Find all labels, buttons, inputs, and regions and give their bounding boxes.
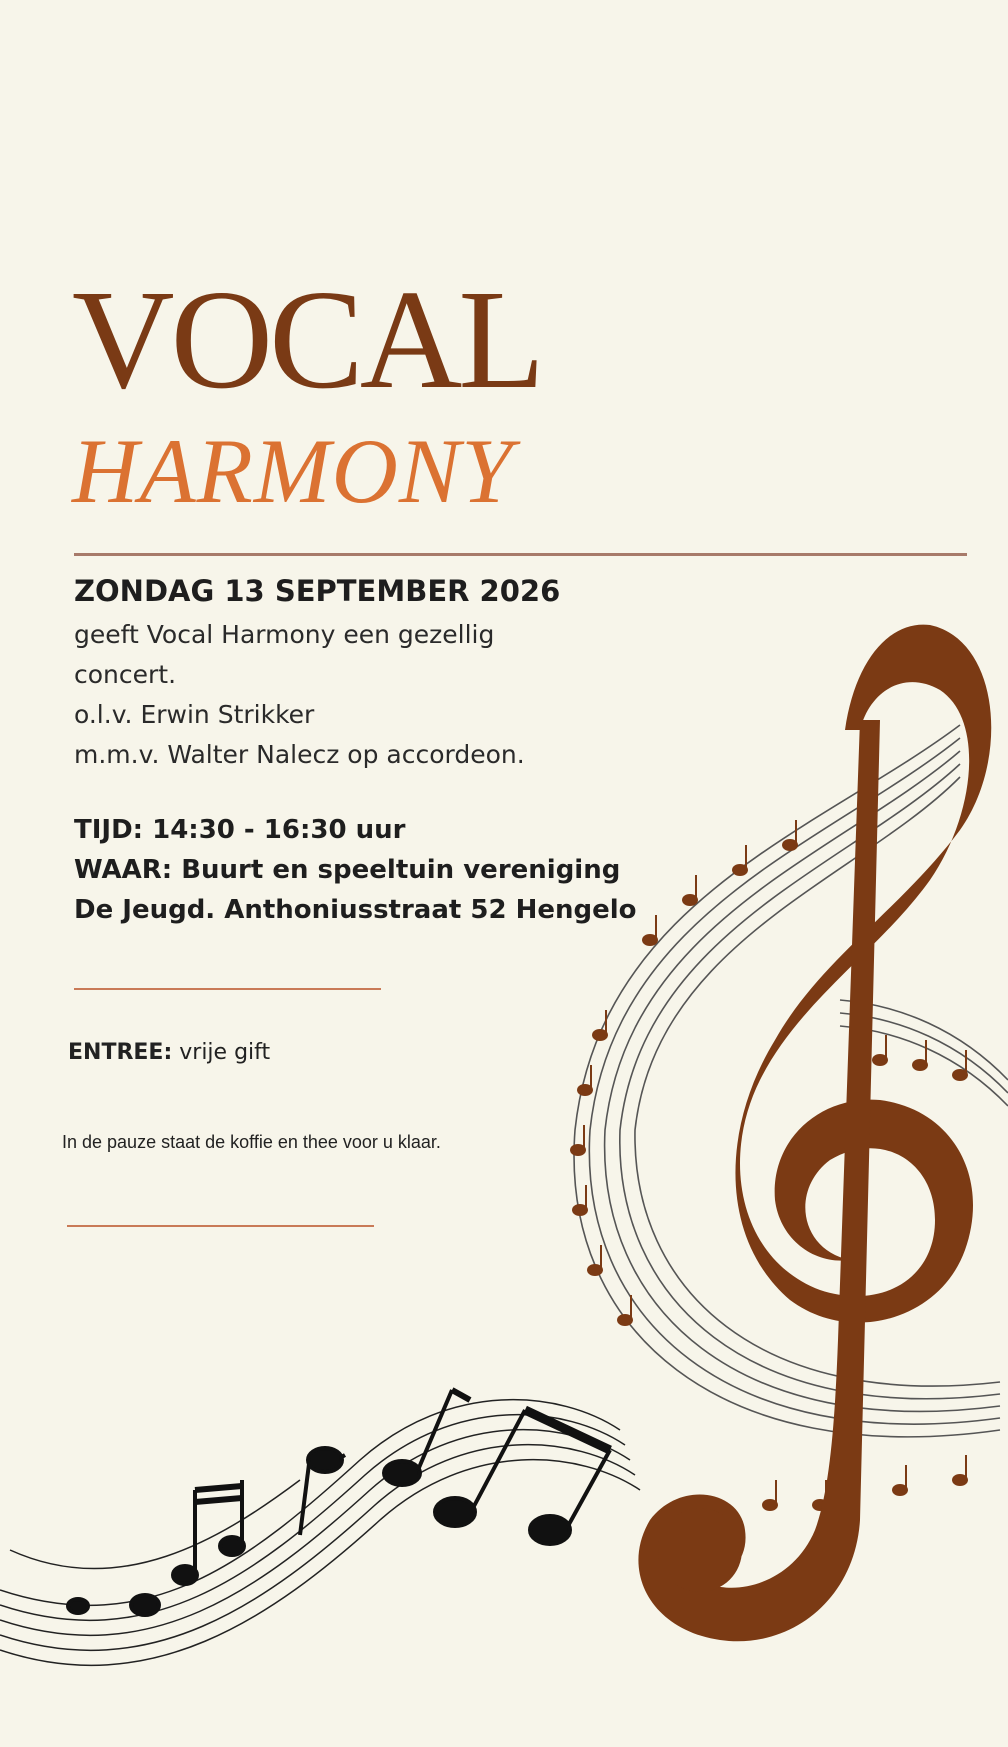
entry-value: vrije gift xyxy=(179,1040,271,1065)
description-line: concert. xyxy=(74,660,177,689)
title-harmony: HARMONY xyxy=(72,420,514,522)
concert-date: ZONDAG 13 SEPTEMBER 2026 xyxy=(74,574,561,608)
divider-top xyxy=(74,553,967,556)
description-line: m.m.v. Walter Nalecz op accordeon. xyxy=(74,740,525,769)
music-artwork xyxy=(0,600,1008,1747)
description-line: o.l.v. Erwin Strikker xyxy=(74,700,315,729)
time-line: TIJD: 14:30 - 16:30 uur xyxy=(74,815,406,845)
treble-clef-icon xyxy=(638,625,991,1642)
music-staff-icon xyxy=(574,725,1008,1437)
title-vocal: VOCAL xyxy=(72,260,542,418)
music-notes-icon xyxy=(571,820,967,1510)
description-line: geeft Vocal Harmony een gezellig xyxy=(74,620,495,649)
music-notes-icon xyxy=(68,1390,610,1615)
address-line: De Jeugd. Anthoniusstraat 52 Hengelo xyxy=(74,895,637,925)
entry-label: ENTREE: xyxy=(68,1040,173,1065)
pause-note: In de pauze staat de koffie en thee voor u klaar. xyxy=(62,1132,441,1152)
location-line: WAAR: Buurt en speeltuin vereniging xyxy=(74,855,621,885)
